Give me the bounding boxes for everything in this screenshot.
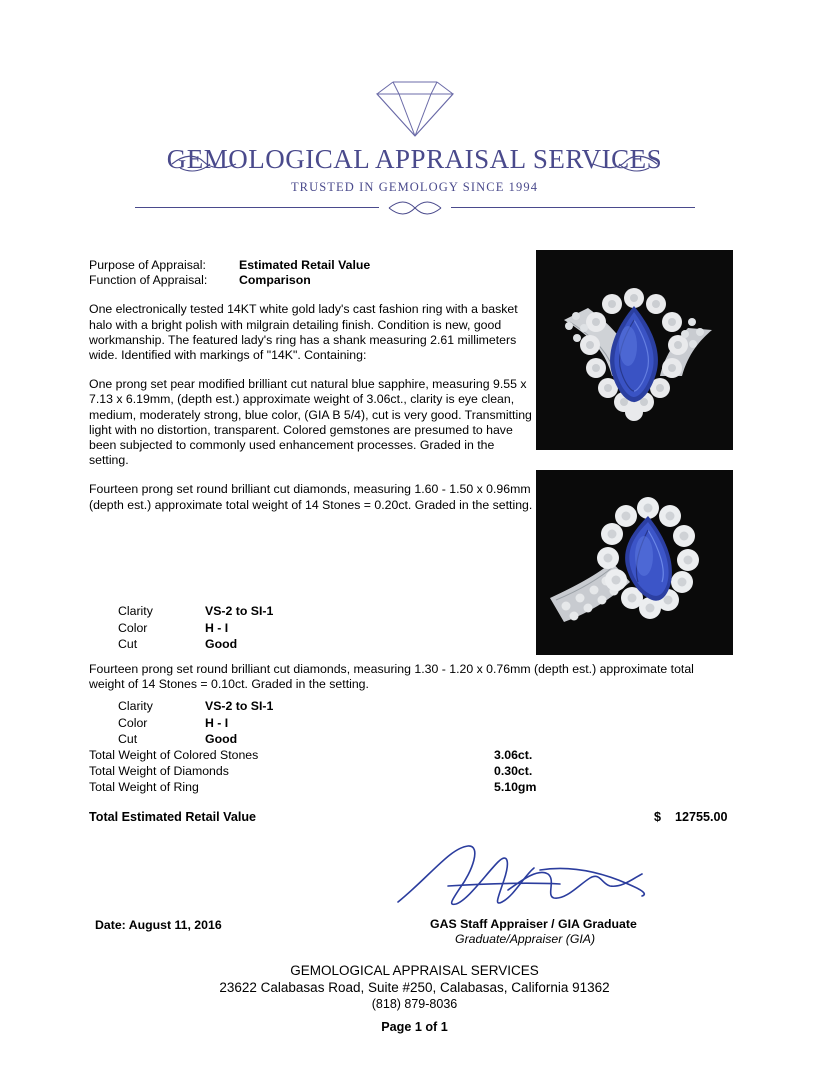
company-tagline: TRUSTED IN GEMOLOGY SINCE 1994: [290, 180, 539, 194]
purpose-label: Purpose of Appraisal:: [89, 258, 206, 272]
spec1-color-value: H - I: [205, 620, 229, 635]
diamond-icon: [355, 78, 475, 140]
totals-table: [89, 748, 729, 795]
spec2-clarity-row: [118, 698, 273, 715]
grand-total-label: Total Estimated Retail Value: [89, 810, 257, 824]
spec2-color-row: [118, 715, 273, 732]
appraiser-title: GAS Staff Appraiser / GIA Graduate: [430, 917, 637, 931]
document-header: [0, 78, 829, 215]
appraiser-signature: [390, 840, 690, 925]
spec1-clarity-value: VS-2 to SI-1: [205, 604, 274, 618]
ring-photo-top-view: [536, 250, 733, 450]
company-name: GEMOLOGICAL APPRAISAL SERVICES: [166, 144, 663, 174]
spec1-clarity-row: [118, 603, 273, 620]
description-paragraph-1: One electronically tested 14KT white gold lady's cast fashion ring with a basket halo with a bright polish with milgrain detailing finish. Condition is new, good workmanship. The featured lady's ring has a shank measuring 2.61 millimeters wide. Identified with markings of "14K". Containing:: [89, 302, 518, 363]
diamond-spec-table-1: [118, 603, 273, 653]
spec2-clarity-value: VS-2 to SI-1: [205, 699, 274, 713]
page-number: Page 1 of 1: [381, 1020, 448, 1034]
footer-phone: (818) 879-8036: [371, 997, 458, 1011]
appraisal-body: [89, 258, 534, 513]
header-divider: [135, 201, 695, 215]
spec1-clarity-label: Clarity: [118, 604, 153, 618]
spec1-cut-row: [118, 636, 273, 653]
appraisal-date: Date: August 11, 2016: [95, 918, 222, 932]
flourish-left-icon: [170, 152, 240, 176]
spec2-clarity-label: Clarity: [118, 699, 153, 713]
spec2-color-value: H - I: [205, 715, 229, 730]
description-paragraph-3: Fourteen prong set round brilliant cut diamonds, measuring 1.60 - 1.50 x 0.96mm (depth est.) approximate total weight of 14 Stones = 0.20ct. Graded in the setting.: [89, 482, 533, 512]
document-footer: [0, 962, 829, 1013]
spec1-cut-label: Cut: [118, 637, 138, 651]
divider-ornament-icon: [379, 199, 451, 217]
spec1-cut-value: Good: [205, 637, 238, 651]
total-diamonds-value: 0.30ct.: [494, 763, 533, 778]
total-diamonds-label: Total Weight of Diamonds: [89, 763, 229, 778]
grand-total-value: 12755.00: [675, 810, 728, 824]
total-diamonds-row: [89, 764, 729, 780]
total-ring-value: 5.10gm: [494, 779, 537, 794]
total-ring-label: Total Weight of Ring: [89, 779, 199, 794]
total-colored-value: 3.06ct.: [494, 748, 533, 762]
spec2-cut-row: [118, 731, 273, 748]
spec2-cut-label: Cut: [118, 732, 138, 746]
function-row: [89, 273, 534, 288]
diamond-spec-table-2: [118, 698, 273, 748]
spec2-color-label: Color: [118, 715, 148, 730]
ring-photo-angled-view: [536, 470, 733, 655]
description-paragraph-2: One prong set pear modified brilliant cut natural blue sapphire, measuring 9.55 x 7.13 x 6.19mm, (depth est.) approximate weight of 3.06ct., clarity is eye clean, medium, moderately strong, blue color, (GIA B 5/4), cut is very good. Transmitting light with no distortion, transparent. Colored gemstones are presumed to have been subjected to commonly used enhancement processes. Graded in the setting.: [89, 377, 532, 468]
function-label: Function of Appraisal:: [89, 273, 208, 288]
footer-company: GEMOLOGICAL APPRAISAL SERVICES: [290, 963, 539, 978]
spec1-color-label: Color: [118, 620, 148, 635]
currency-symbol: $: [654, 810, 662, 824]
total-ring-row: [89, 780, 729, 796]
spec1-color-row: [118, 620, 273, 637]
footer-address: 23622 Calabasas Road, Suite #250, Calabasas, California 91362: [219, 980, 610, 995]
appraiser-subtitle: Graduate/Appraiser (GIA): [455, 932, 596, 946]
purpose-row: [89, 258, 534, 273]
function-value: Comparison: [239, 273, 311, 288]
flourish-right-icon: [589, 152, 659, 176]
total-colored-row: [89, 748, 729, 764]
spec2-cut-value: Good: [205, 732, 238, 746]
total-colored-label: Total Weight of Colored Stones: [89, 748, 259, 762]
description-paragraph-4: Fourteen prong set round brilliant cut diamonds, measuring 1.30 - 1.20 x 0.76mm (depth est.) approximate total weight of 14 Stones = 0.10ct. Graded in the setting.: [89, 662, 694, 692]
purpose-value: Estimated Retail Value: [239, 258, 371, 272]
